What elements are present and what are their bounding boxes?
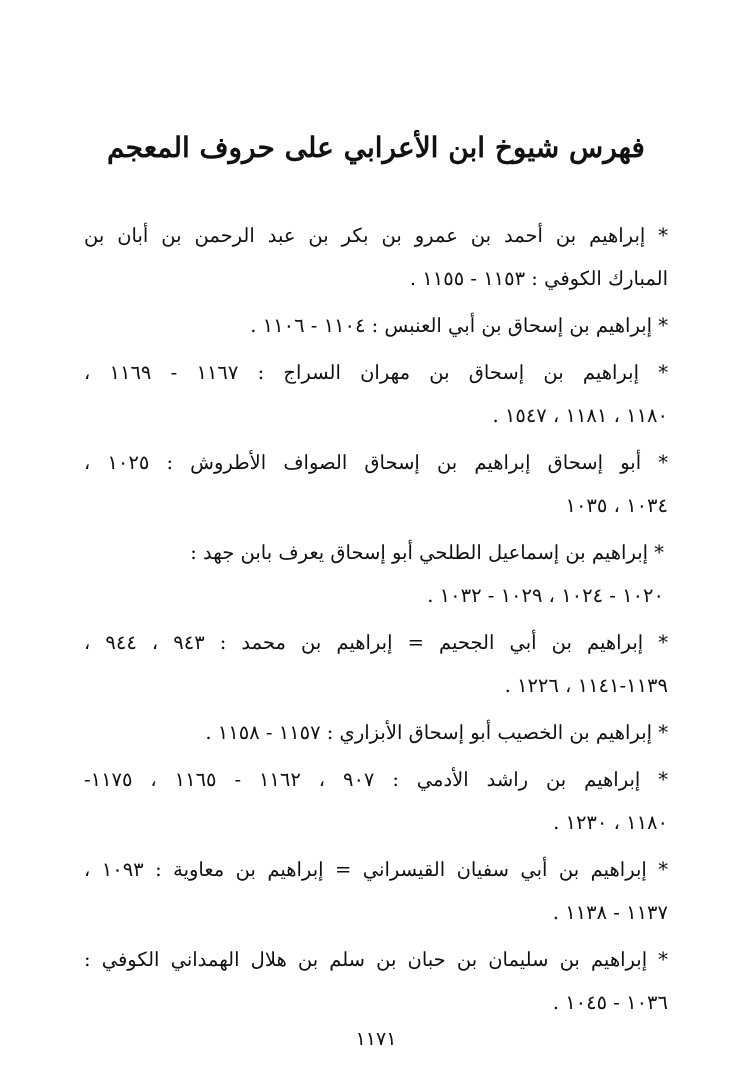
entry-line: * إبراهيم بن راشد الأدمي : ٩٠٧ ، ١١٦٢ - ١١٦٥ ، ١١٧٥- xyxy=(84,768,668,791)
entry-line: ١٠٢٠ - ١٠٢٤ ، ١٠٢٩ - ١٠٣٢ . xyxy=(427,584,664,607)
entry-line: * إبراهيم بن أبي سفيان القيسراني = إبراهيم بن معاوية : ١٠٩٣ ، xyxy=(84,858,668,881)
entry-line: ١١٨٠ ، ١١٨١ ، ١٥٤٧ . xyxy=(492,404,668,427)
entry-line: ١١٣٧ - ١١٣٨ . xyxy=(552,901,668,924)
entry-line: * إبراهيم بن الخصيب أبو إسحاق الأبزاري : ١١٥٧ - ١١٥٨ . xyxy=(205,721,668,744)
index-entry xyxy=(84,758,668,844)
index-entry xyxy=(84,621,668,707)
index-entry xyxy=(84,441,668,527)
index-entry xyxy=(84,531,668,617)
index-entry xyxy=(84,214,668,300)
page-number: ١١٧١ xyxy=(355,1028,397,1050)
entry-line: * أبو إسحاق إبراهيم بن إسحاق الصواف الأطروش : ١٠٢٥ ، xyxy=(84,451,668,474)
index-entry xyxy=(84,938,668,1024)
entry-line: * إبراهيم بن أحمد بن عمرو بن بكر بن عبد الرحمن بن أبان بن xyxy=(84,224,668,247)
entry-line: * إبراهيم بن إسماعيل الطلحي أبو إسحاق يعرف بابن جهد : xyxy=(190,541,664,564)
index-entry xyxy=(84,711,668,754)
entry-line: * إبراهيم بن سليمان بن حبان بن سلم بن هلال الهمداني الكوفي : xyxy=(84,948,668,971)
entry-line: * إبراهيم بن أبي الجحيم = إبراهيم بن محمد : ٩٤٣ ، ٩٤٤ ، xyxy=(84,631,668,654)
index-entry xyxy=(84,351,668,437)
entry-line: ١١٨٠ ، ١٢٣٠ . xyxy=(553,811,668,834)
entry-line: ١١٣٩-١١٤١ ، ١٢٢٦ . xyxy=(504,674,668,697)
entry-list xyxy=(84,214,668,1028)
index-title: فهرس شيوخ ابن الأعرابي على حروف المعجم xyxy=(107,131,645,164)
entry-line: المبارك الكوفي : ١١٥٣ - ١١٥٥ . xyxy=(409,267,668,290)
entry-line: * إبراهيم بن إسحاق بن مهران السراج : ١١٦٧ - ١١٦٩ ، xyxy=(84,361,668,384)
entry-line: ١٠٣٤ ، ١٠٣٥ xyxy=(565,494,668,517)
entry-line: * إبراهيم بن إسحاق بن أبي العنبس : ١١٠٤ - ١١٠٦ . xyxy=(250,314,668,337)
index-entry xyxy=(84,848,668,934)
entry-line: ١٠٣٦ - ١٠٤٥ . xyxy=(552,991,668,1014)
index-entry xyxy=(84,304,668,347)
